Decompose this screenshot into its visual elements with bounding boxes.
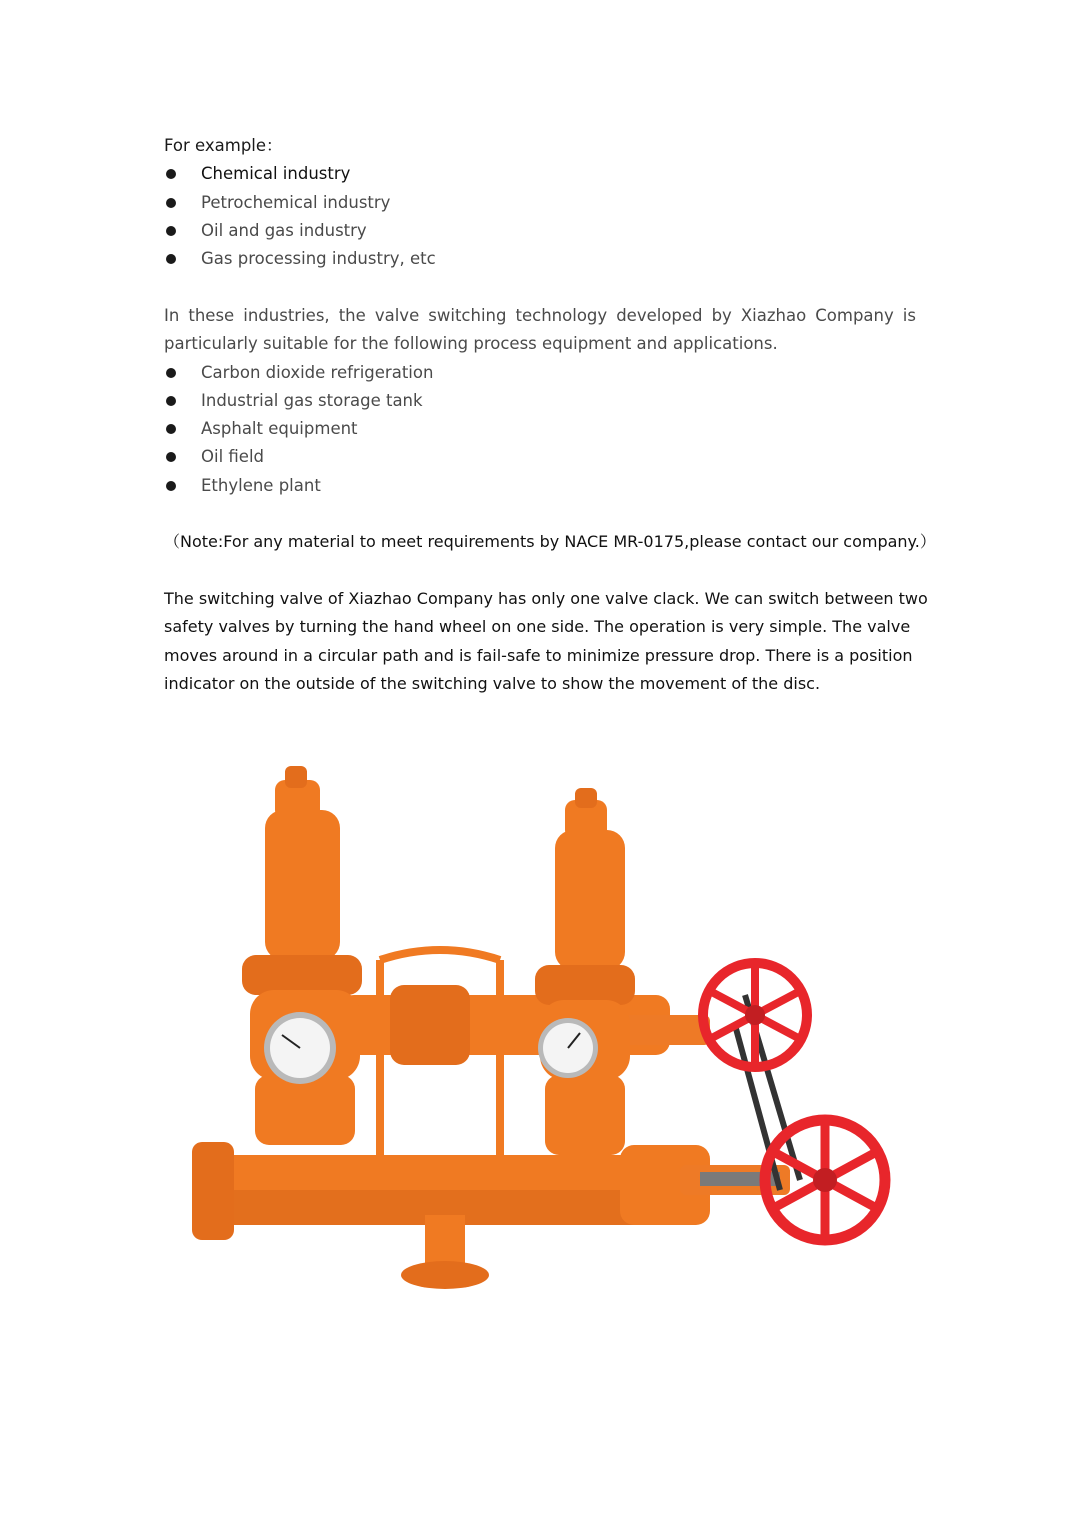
applications-section xyxy=(164,302,916,500)
upper-stem xyxy=(620,1015,710,1045)
valve-assembly xyxy=(192,766,885,1289)
bullet-icon xyxy=(166,368,176,378)
industry-item: Oil and gas industry xyxy=(164,217,916,245)
application-item: Asphalt equipment xyxy=(164,415,916,443)
switching-valve-image xyxy=(180,760,900,1300)
industries-section xyxy=(164,132,916,273)
intro-label: For example： xyxy=(164,136,283,155)
industry-item: Chemical industry xyxy=(164,160,916,188)
description-line: indicator on the outside of the switching valve to show the movement of the disc. xyxy=(164,673,821,693)
description-line: safety valves by turning the hand wheel on one side. The operation is very simple. The valve xyxy=(164,617,911,637)
inlet-flange xyxy=(192,1142,234,1240)
bullet-icon xyxy=(166,396,176,406)
bullet-icon xyxy=(166,169,176,179)
application-item: Carbon dioxide refrigeration xyxy=(164,359,916,387)
applications-intro: In these industries, the valve switching technology developed by Xiazhao Company is particularly suitable for the following process equipment and applications. xyxy=(164,306,916,354)
industry-item: Petrochemical industry xyxy=(164,189,916,217)
description-line: The switching valve of Xiazhao Company has only one valve clack. We can switch between two xyxy=(164,589,928,608)
bullet-icon xyxy=(166,481,176,491)
outlet-flange xyxy=(401,1261,489,1289)
bullet-icon xyxy=(166,254,176,264)
left-safety-valve xyxy=(265,810,340,960)
upper-hand-wheel xyxy=(703,963,807,1067)
bullet-icon xyxy=(166,424,176,434)
right-safety-valve xyxy=(555,830,625,970)
center-flange xyxy=(390,985,470,1065)
application-item: Ethylene plant xyxy=(164,472,916,500)
description-line: moves around in a circular path and is fail-safe to minimize pressure drop. There is a position xyxy=(164,645,913,665)
application-item: Industrial gas storage tank xyxy=(164,387,916,415)
nace-note: （Note:For any material to meet requirements by NACE MR-0175,please contact our company.） xyxy=(164,532,936,551)
description-section xyxy=(164,585,928,698)
note-section xyxy=(164,528,936,556)
bullet-icon xyxy=(166,198,176,208)
industry-item: Gas processing industry, etc xyxy=(164,245,916,273)
application-item: Oil field xyxy=(164,443,916,471)
bullet-icon xyxy=(166,226,176,236)
bullet-icon xyxy=(166,452,176,462)
